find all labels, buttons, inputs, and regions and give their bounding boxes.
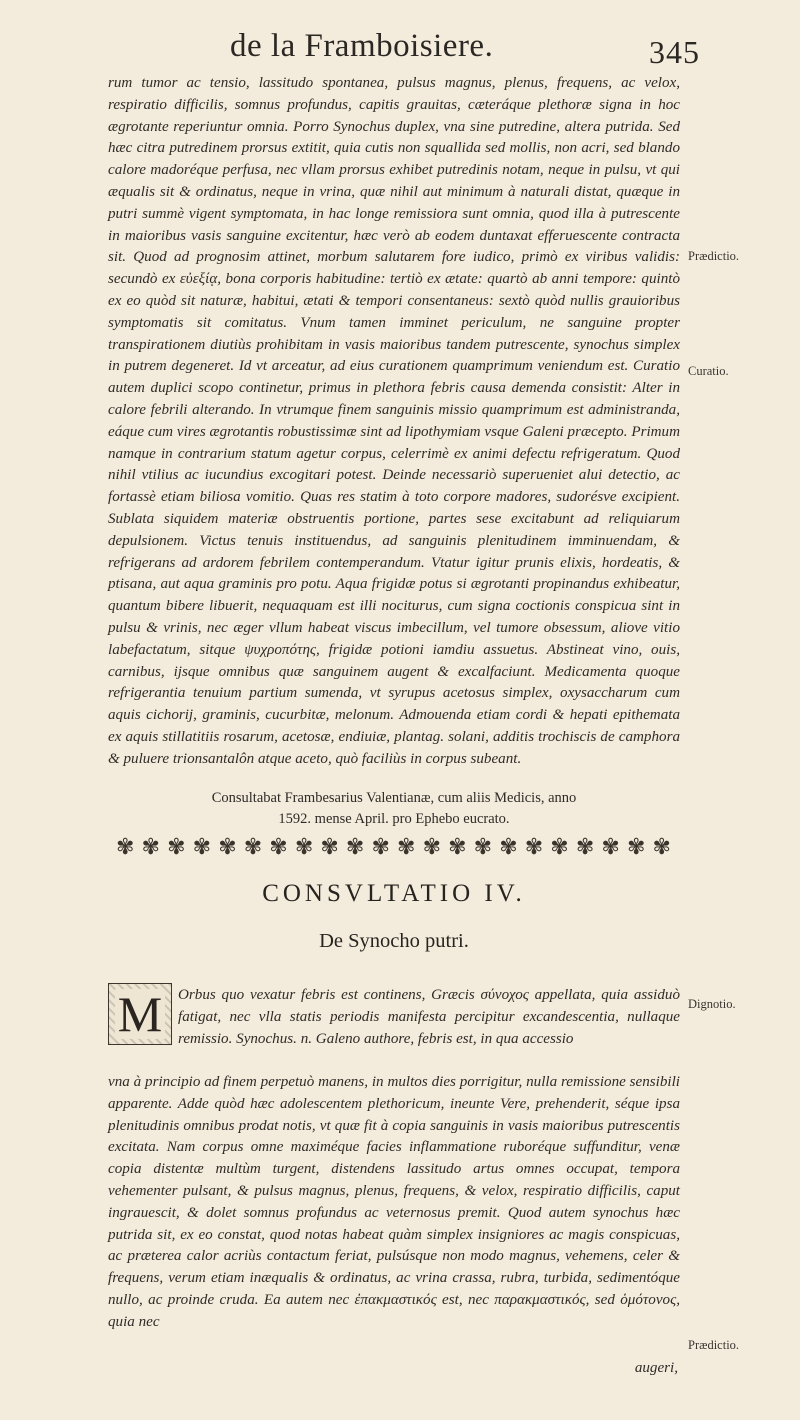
margin-note-curatio: Curatio. — [688, 364, 729, 378]
ornament-icon: ✾ — [192, 834, 211, 859]
ornament-icon: ✾ — [371, 834, 389, 859]
running-title: de la Framboisiere. — [230, 28, 494, 64]
ornament-icon: ✾ — [601, 834, 619, 859]
ornament-icon: ✾ — [575, 834, 594, 859]
ornament-icon: ✾ — [116, 834, 134, 859]
ornament-icon: ✾ — [218, 834, 236, 859]
colophon-line-1: Consultabat Frambesarius Valentianæ, cum aliis Medicis, anno — [211, 790, 577, 806]
ornament-icon: ✾ — [167, 834, 185, 859]
ornament-icon: ✾ — [269, 834, 287, 859]
margin-note-praedictio: Prædictio. — [688, 249, 740, 263]
consultation-iii-conclusion-text: rum tumor ac tensio, lassitudo spontanea, pulsus magnus, plenus, frequens, ac velox, respiratio difficilis, somnus profundus, capitis grauitas, cæteráque plethoræ signa in hoc ægrotante reperiuntur omnia. Porro Synochus duplex, vna sine putredine, altera putrida. Sed hæc citra putredinem prorsus extitit, quia cutis non squallida sed mollis, non acri, sed blando calore madoréque perfusa, nec vllam prorsus exhibet putredinis notam, neque in pulsu, vt qui æqualis sit & ordinatus, neque in vrina, quæ nihil aut minimum à naturali distat, quæque in putri summè vigent symptomata, in hac longe remissiora sunt omnia, quod illa à putrescente in maioribus vasis sanguine excitentur, hæc verò ab eodem duntaxat efferuescente contracta sit. Quod ad prognosim attinet, morbum salutarem fore iudico, primò ex viribus validis: secundò ex εὐεξίᾳ, bona corporis habitudine: tertiò ex ætate: quartò ab anni tempore: quintò ex eo quòd sit naturæ, habitui, ætati & tempori consentaneus: sextò quòd nullis grauioribus symptomatis sit comitatus. Vnum tamen imminet periculum, ne sanguine propter transpirationem diutiùs prohibitam in vasis maioribus tandem putrescente, synochus simplex in putrem degeneret. Id vt arceatur, ad eius curationem quamprimum veniendum est. Curatio autem duplici scopo continetur, primus in plethora febris causa demenda consistit: Alter in calore febrili alterando. In vtrumque finem sanguinis missio quamprimum est administranda, eáque cum vires ægrotantis robustissimæ sint ad lipothymiam vsque Galeni præcepto. Primum namque in contrarium statum agetur corpus, celerrimè ex animi defectu refrigeratum. Quod nihil vtilius ac iucundius excogitari potest. Deinde necessariò superueniet alui detectio, ac fortassè etiam biliosa vomitio. Quas res statim à toto corpore madores, sudorésve excipient. Sublata siquidem materiæ obstruentis portione, partes sese excitabunt ad reliquiarum depulsionem. Victus tenuis instituendus, ad sanguinis plenitudinem imminuendam, & refrigerans ad ardorem febrilem contemperandum. Vtatur igitur prunis elixis, hordeatis, & ptisana, aut aqua graminis pro potu. Aqua frigidæ potus si ægrotanti propinandus exhibeatur, quantum bibere libuerit, nequaquam est illi nociturus, cum signa coctionis conspicua sint in pulsu & vrinis, nec æger vllum habeat viscus imbecillum, vel tumore obsessum, aliove vitio labefactatum, sitque ψυχροπότης, frigidæ potioni iamdiu assuetus. Abstineat vino, ouis, carnibus, ijsque omnibus quæ sanguinem augent & excalfaciunt. Medicamenta quoque refrigerantia tenuium partium sumenda, vt syrupus acetosus simplex, oxysaccharum cum aquis cichorij, graminis, cucurbitæ, melonum. Admouenda etiam cordi & hepati epithemata ex aquis stillatitiis rosarum, acetosæ, endiuiæ, plantag. solani, additis trochiscis de camphora & puluere trionsantalôn atque aceto, quò faciliùs in corpus subeant. — [108, 75, 680, 767]
decorated-initial — [108, 983, 172, 1045]
ornament-icon: ✾ — [448, 834, 466, 859]
page-header — [100, 28, 700, 72]
ornament-icon: ✾ — [397, 834, 415, 859]
ornament-icon: ✾ — [499, 834, 517, 859]
ornament-icon: ✾ — [422, 834, 440, 859]
ornament-icon: ✾ — [141, 834, 159, 859]
consultation-subtitle: De Synocho putri. — [319, 930, 469, 952]
colophon-line-2: 1592. mense April. pro Ephebo eucrato. — [278, 811, 510, 827]
printers-ornament-band — [116, 833, 670, 861]
decorated-initial-letter: M — [115, 989, 165, 1039]
page-number: 345 — [649, 34, 700, 70]
catchword: augeri, — [634, 1360, 678, 1376]
ornament-icon: ✾ — [473, 834, 492, 859]
ornament-icon: ✾ — [652, 834, 670, 859]
ornament-icon: ✾ — [243, 834, 262, 859]
ornament-icon: ✾ — [524, 834, 543, 859]
margin-note-dignotio: Dignotio. — [688, 997, 736, 1011]
consultation-iv-body-text: vna à principio ad finem perpetuò manens, in multos dies porrigitur, nulla remissione sensibili apparente. Adde quòd hæc adolescentem plethoricum, ineunte Vere, prehenderit, séque ipsa plenitudinis omnibus prodat notis, vt quæ fit à copia sanguinis in vasis maioribus putrescentis excitata. Nam corpus omne maximéque facies inflammatione ruboréque suffunditur, venæ copia distentæ multùm turgent, distendens lassitudo artus omnes occupat, tempora vehementer pulsant, & pulsus magnus, plenus, frequens, & velox, respiratio difficilis, caput ingrauescit, & dolet somnus profundus ac veternosus premit. Quod autem synochus hæc putrida sit, ex eo constat, quod notas habeat quàm simplex insigniores ac magis conspicuas, ac præterea calor acriùs contactum feriat, pulsúsque non modo magnus, vehemens, celer & frequens, verum etiam inæqualis & ordinatus, ac vrina crassa, rubra, turbida, sedimentóque nullo, ac proinde cruda. Ea autem nec ἐπακμαστικός est, nec παρακμαστικός, sed ὁμότονος, quia nec — [108, 1074, 680, 1330]
consultation-iv-opening-text: Orbus quo vexatur febris est continens, Græcis σύνοχος appellata, quia assiduò fatigat, nec vlla statis periodis manifesta percipitur excandescentia, nullaque remissio. Synochus. n. Galeno authore, febris est, in qua accessio — [178, 987, 680, 1047]
margin-note-praedictio-2: Prædictio. — [688, 1338, 740, 1352]
ornament-icon: ✾ — [320, 834, 338, 859]
ornament-icon: ✾ — [626, 834, 645, 859]
ornament-icon: ✾ — [550, 834, 568, 859]
consultation-title: CONSVLTATIO IV. — [262, 880, 526, 907]
ornament-icon: ✾ — [294, 834, 313, 859]
consultation-colophon — [108, 788, 680, 830]
ornament-icon: ✾ — [345, 834, 364, 859]
